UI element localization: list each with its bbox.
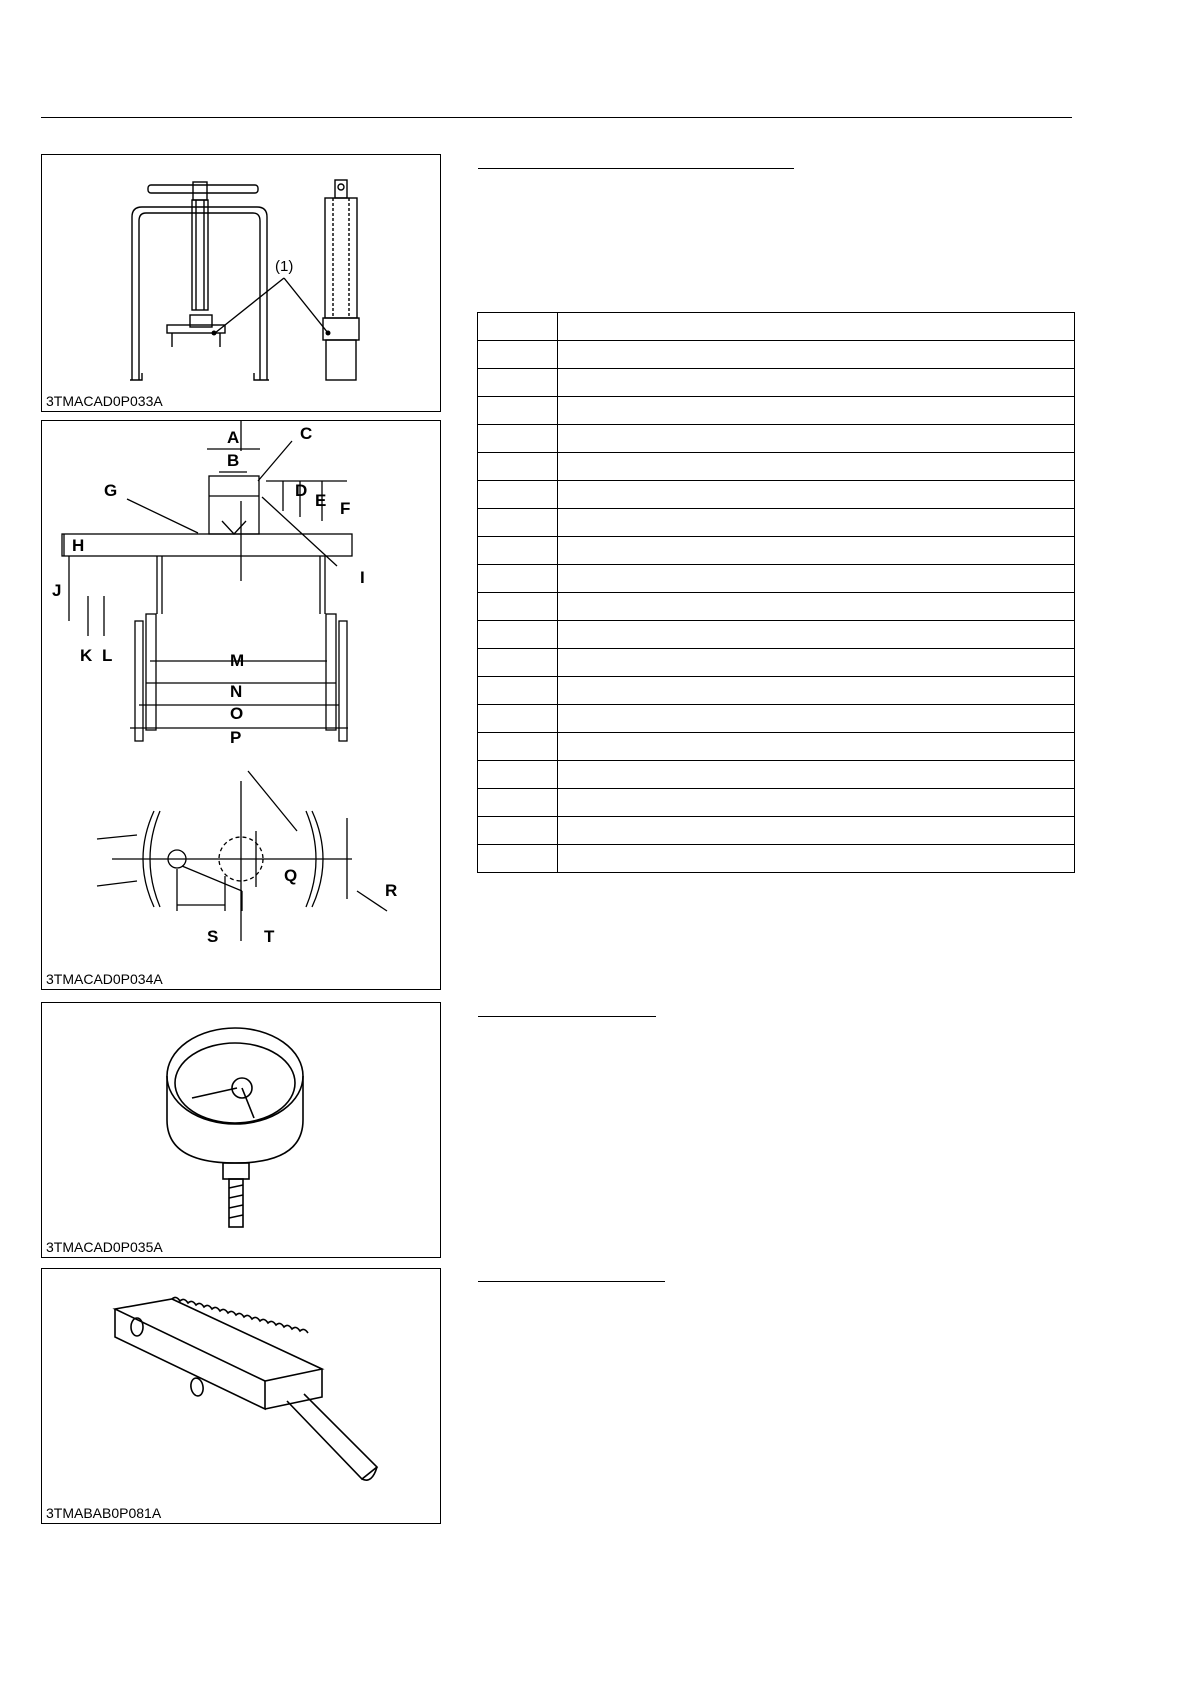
table-cell-value <box>558 453 1075 481</box>
table-cell-value <box>558 733 1075 761</box>
dim-label-O: O <box>230 704 244 723</box>
table-row <box>478 481 1075 509</box>
dim-label-H: H <box>72 536 85 555</box>
table-cell-value <box>558 593 1075 621</box>
table-row <box>478 621 1075 649</box>
dim-label-K: K <box>80 646 93 665</box>
table-row <box>478 845 1075 873</box>
table-row <box>478 593 1075 621</box>
figure-gauge <box>41 1002 441 1258</box>
table-cell-key <box>478 733 558 761</box>
table-cell-value <box>558 509 1075 537</box>
table-row <box>478 705 1075 733</box>
gauge-drawing <box>42 1003 442 1259</box>
dim-label-Q: Q <box>284 866 298 885</box>
figure-tool <box>41 1268 441 1524</box>
table-cell-value <box>558 313 1075 341</box>
table-row <box>478 369 1075 397</box>
table-cell-key <box>478 509 558 537</box>
dim-label-R: R <box>385 881 398 900</box>
dim-label-C: C <box>300 424 313 443</box>
table-row <box>478 397 1075 425</box>
heading-underline-2 <box>478 1016 656 1017</box>
figure-dimension-drawing <box>41 420 441 990</box>
table-row <box>478 341 1075 369</box>
dim-label-P: P <box>230 728 242 747</box>
table-cell-key <box>478 817 558 845</box>
dim-label-T: T <box>264 927 275 946</box>
table-row <box>478 789 1075 817</box>
tool-drawing <box>42 1269 442 1525</box>
table-row <box>478 425 1075 453</box>
table-cell-key <box>478 313 558 341</box>
table-row <box>478 649 1075 677</box>
table-cell-value <box>558 397 1075 425</box>
table-cell-key <box>478 593 558 621</box>
table-row <box>478 677 1075 705</box>
table-cell-value <box>558 341 1075 369</box>
table-cell-key <box>478 397 558 425</box>
table-cell-key <box>478 537 558 565</box>
table-cell-value <box>558 817 1075 845</box>
dim-label-G: G <box>104 481 118 500</box>
heading-underline-3 <box>478 1281 665 1282</box>
table-row <box>478 761 1075 789</box>
table-cell-key <box>478 369 558 397</box>
table-cell-key <box>478 789 558 817</box>
dimension-table <box>477 312 1075 873</box>
dim-label-L: L <box>102 646 113 665</box>
table-row <box>478 733 1075 761</box>
dim-label-N: N <box>230 682 243 701</box>
figure-caption: 3TMACAD0P034A <box>46 971 163 987</box>
dim-label-F: F <box>340 499 351 518</box>
table-cell-value <box>558 565 1075 593</box>
table-cell-key <box>478 845 558 873</box>
table-row <box>478 313 1075 341</box>
table-cell-value <box>558 789 1075 817</box>
table-cell-key <box>478 705 558 733</box>
dim-label-J: J <box>52 581 62 600</box>
table-cell-value <box>558 677 1075 705</box>
callout-1: (1) <box>275 258 294 275</box>
table-cell-key <box>478 565 558 593</box>
table-cell-value <box>558 369 1075 397</box>
table-cell-key <box>478 425 558 453</box>
page-top-rule <box>41 117 1072 118</box>
table-cell-value <box>558 481 1075 509</box>
dim-label-D: D <box>295 481 308 500</box>
table-cell-value <box>558 761 1075 789</box>
table-row <box>478 453 1075 481</box>
dimension-drawing <box>42 421 442 991</box>
dim-label-A: A <box>227 428 240 447</box>
table-cell-key <box>478 453 558 481</box>
dim-label-S: S <box>207 927 219 946</box>
dim-label-E: E <box>315 491 327 510</box>
table-cell-value <box>558 537 1075 565</box>
table-cell-value <box>558 845 1075 873</box>
table-cell-key <box>478 341 558 369</box>
table-cell-key <box>478 761 558 789</box>
puller-drawing <box>42 155 442 413</box>
table-cell-key <box>478 481 558 509</box>
table-cell-value <box>558 425 1075 453</box>
table-row <box>478 509 1075 537</box>
table-cell-value <box>558 621 1075 649</box>
table-cell-key <box>478 621 558 649</box>
table-cell-key <box>478 677 558 705</box>
table-row <box>478 537 1075 565</box>
dim-label-I: I <box>360 568 365 587</box>
figure-caption: 3TMACAD0P033A <box>46 393 163 409</box>
heading-underline-1 <box>478 168 794 169</box>
table-cell-key <box>478 649 558 677</box>
dim-label-M: M <box>230 651 245 670</box>
figure-caption: 3TMABAB0P081A <box>46 1505 162 1521</box>
dim-label-B: B <box>227 451 240 470</box>
table-cell-value <box>558 649 1075 677</box>
figure-puller <box>41 154 441 412</box>
figure-caption: 3TMACAD0P035A <box>46 1239 163 1255</box>
table-row <box>478 565 1075 593</box>
table-cell-value <box>558 705 1075 733</box>
table-row <box>478 817 1075 845</box>
